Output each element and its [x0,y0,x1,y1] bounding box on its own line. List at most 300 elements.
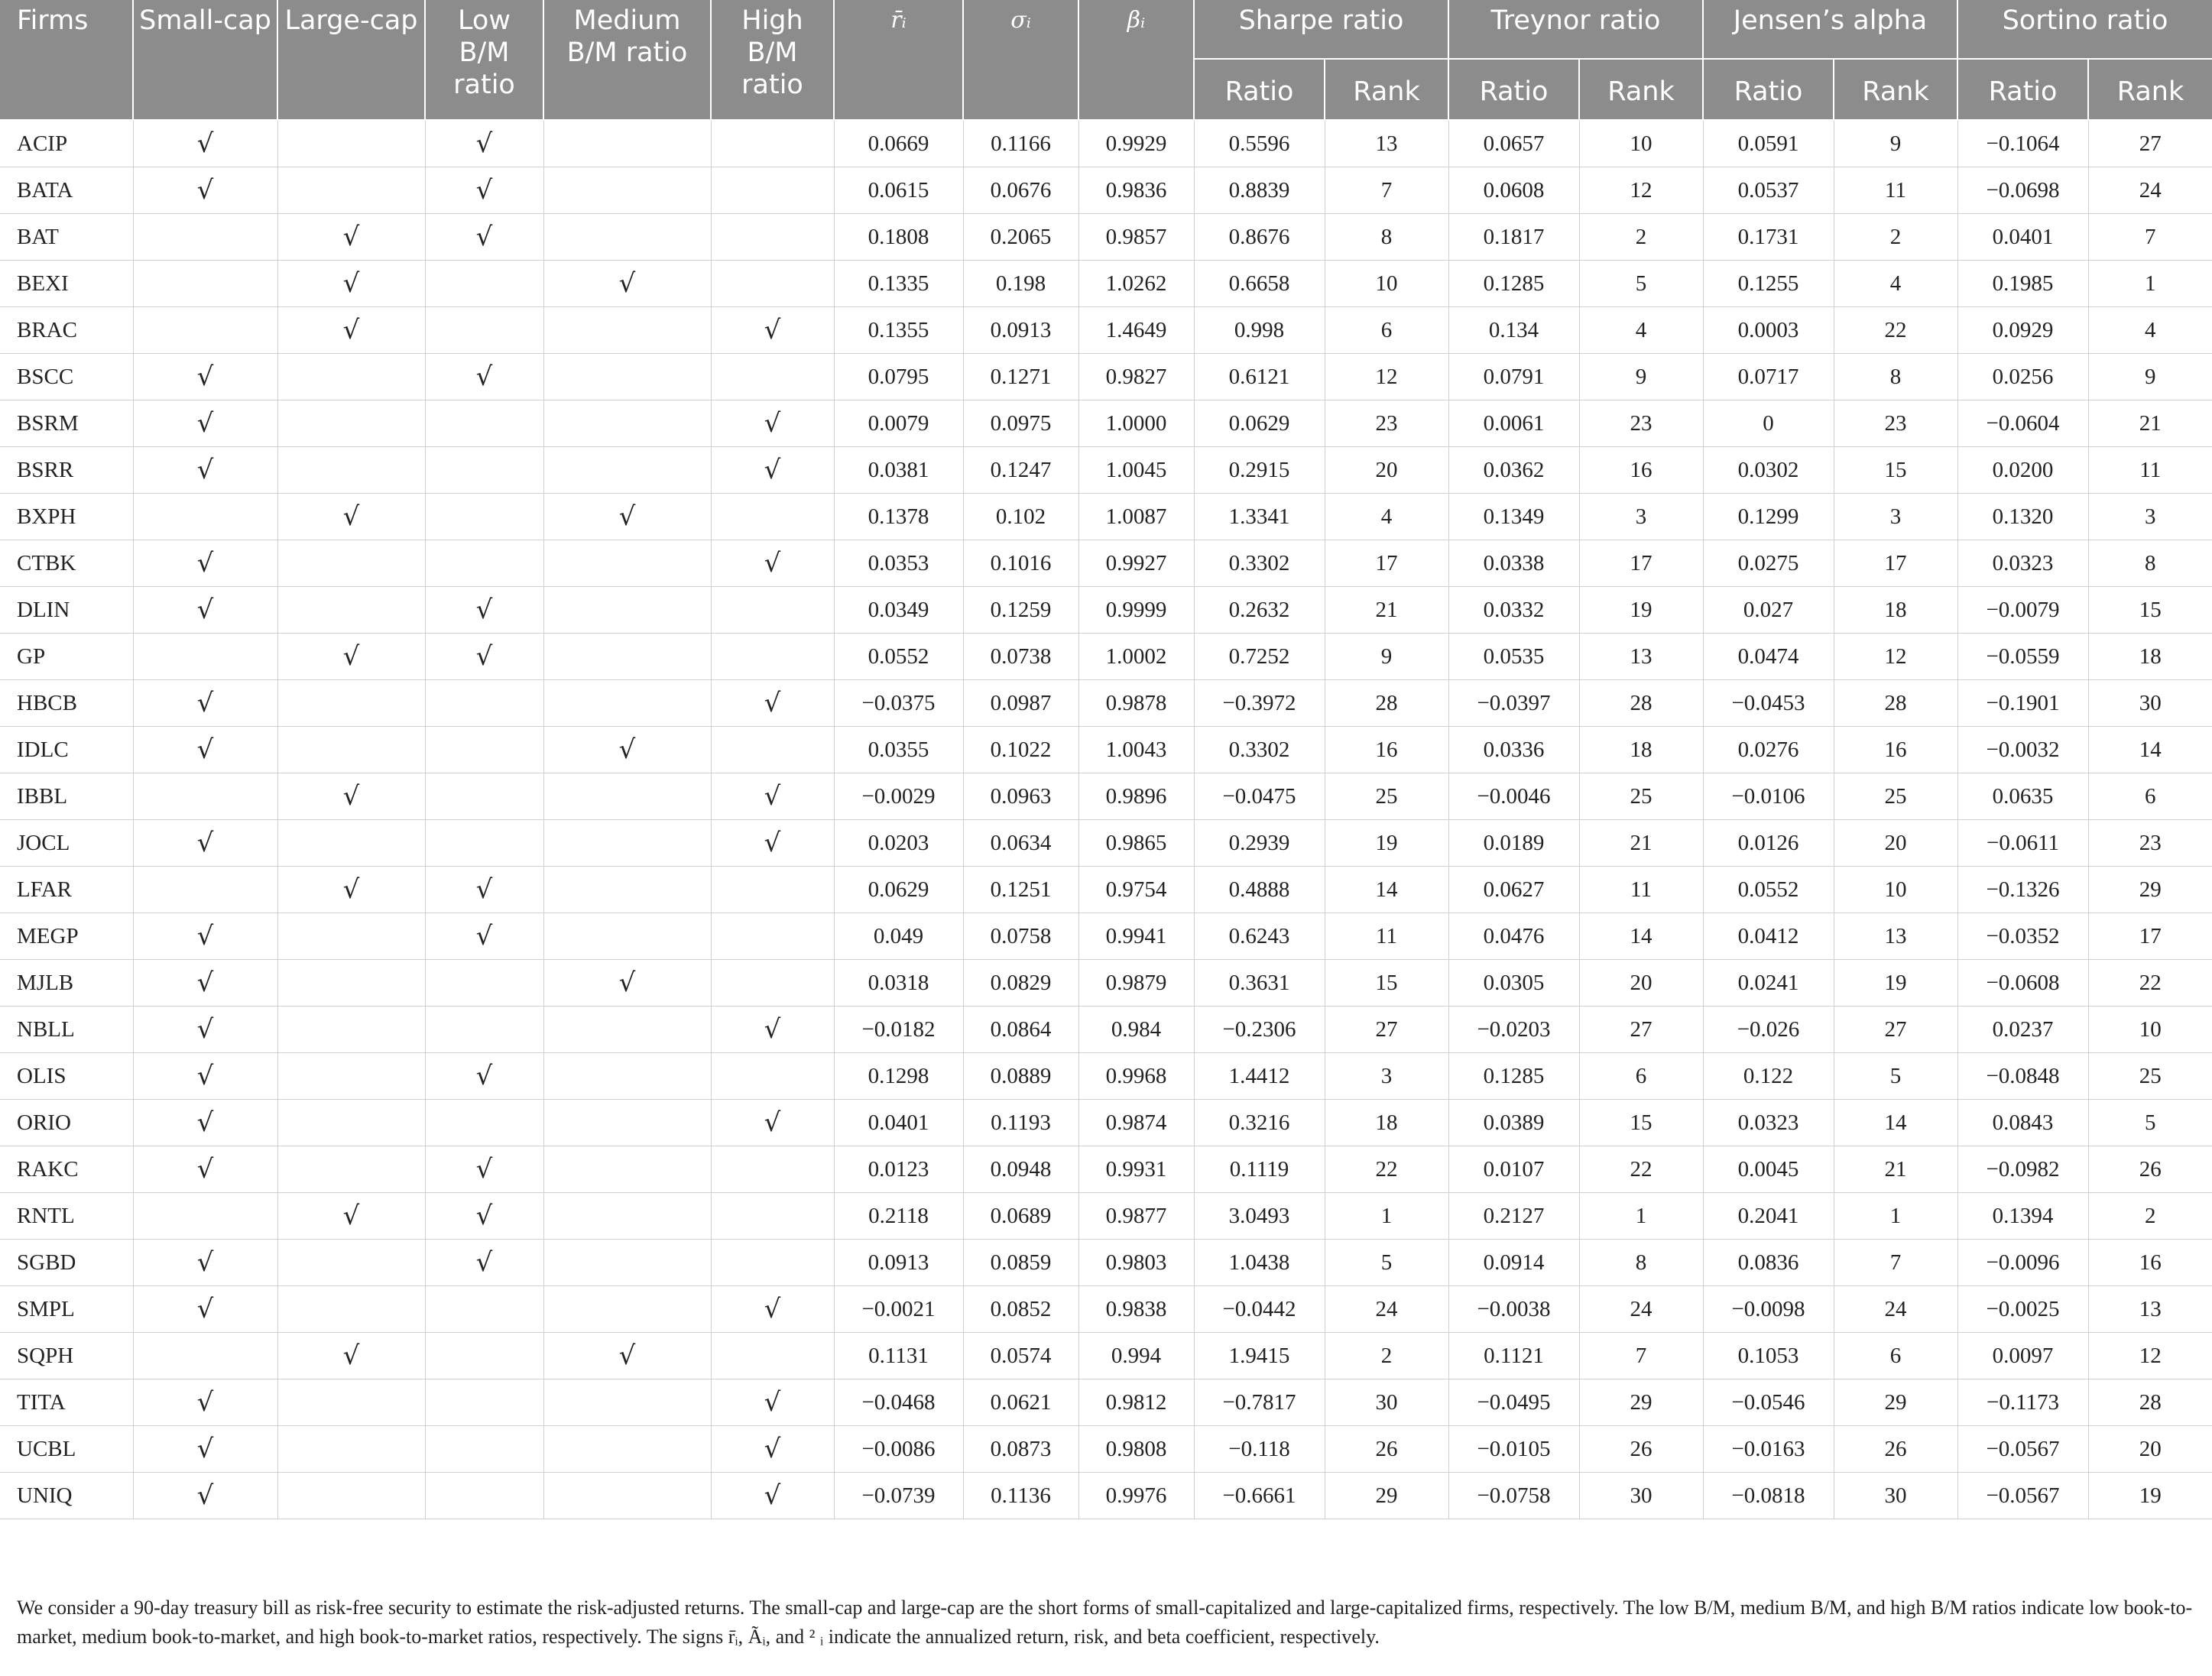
sortino-rank-cell: 25 [2088,1053,2212,1100]
table-row [0,913,2212,960]
treynor-rank-cell: 8 [1579,1240,1703,1286]
jensen-ratio-cell: 0.0474 [1703,634,1834,680]
high-bm-cell: √ [711,1100,834,1146]
sortino-ratio-cell: −0.0698 [1957,167,2088,214]
small-cap-cell [133,214,277,261]
treynor-ratio-cell: 0.1285 [1448,261,1579,307]
sharpe-ratio-cell: 0.6658 [1194,261,1325,307]
sharpe-rank-cell: 28 [1325,680,1448,727]
return-cell: 0.1335 [834,261,963,307]
firm-cell: OLIS [0,1053,133,1100]
sigma-cell: 0.0987 [963,680,1078,727]
treynor-ratio-cell: −0.0203 [1448,1007,1579,1053]
sortino-ratio-cell: −0.0032 [1957,727,2088,773]
medium-bm-cell [543,913,711,960]
return-cell: −0.0086 [834,1426,963,1473]
treynor-ratio-cell: −0.0105 [1448,1426,1579,1473]
treynor-ratio-cell: −0.0495 [1448,1379,1579,1426]
sigma-cell: 0.1247 [963,447,1078,494]
medium-bm-cell [543,1379,711,1426]
sharpe-rank-cell: 2 [1325,1333,1448,1379]
sharpe-rank-cell: 13 [1325,120,1448,167]
low-bm-cell [425,1426,543,1473]
return-cell: 0.1131 [834,1333,963,1379]
beta-cell: 0.994 [1078,1333,1194,1379]
sharpe-ratio-cell: 0.5596 [1194,120,1325,167]
sortino-rank-cell: 16 [2088,1240,2212,1286]
sortino-rank-cell: 13 [2088,1286,2212,1333]
large-cap-cell [277,1007,425,1053]
sortino-ratio-cell: −0.1326 [1957,867,2088,913]
firm-cell: GP [0,634,133,680]
beta-cell: 1.0045 [1078,447,1194,494]
low-bm-cell [425,1100,543,1146]
small-cap-cell: √ [133,167,277,214]
sharpe-rank-cell: 26 [1325,1426,1448,1473]
firm-cell: IBBL [0,773,133,820]
jensen-ratio-cell: 0.0717 [1703,354,1834,400]
firm-cell: ACIP [0,120,133,167]
sigma-cell: 0.1016 [963,540,1078,587]
sharpe-rank-cell: 25 [1325,773,1448,820]
return-cell: 0.1355 [834,307,963,354]
firm-cell: LFAR [0,867,133,913]
jensen-ratio-cell: −0.0546 [1703,1379,1834,1426]
treynor-rank-cell: 13 [1579,634,1703,680]
firm-cell: BEXI [0,261,133,307]
treynor-rank-cell: 23 [1579,400,1703,447]
return-cell: −0.0468 [834,1379,963,1426]
table-row [0,214,2212,261]
sharpe-rank-cell: 15 [1325,960,1448,1007]
sharpe-rank-cell: 16 [1325,727,1448,773]
treynor-ratio-cell: 0.0389 [1448,1100,1579,1146]
treynor-ratio-cell: −0.0758 [1448,1473,1579,1519]
low-bm-cell: √ [425,1240,543,1286]
jensen-rank-cell: 18 [1834,587,1957,634]
small-cap-cell: √ [133,960,277,1007]
large-cap-cell: √ [277,261,425,307]
header-sortino-ratio: Sortino ratio [1957,0,2212,59]
treynor-rank-cell: 4 [1579,307,1703,354]
sigma-cell: 0.1271 [963,354,1078,400]
sortino-ratio-cell: 0.0256 [1957,354,2088,400]
sortino-ratio-cell: 0.0401 [1957,214,2088,261]
table-row [0,1426,2212,1473]
return-cell: −0.0739 [834,1473,963,1519]
large-cap-cell [277,400,425,447]
jensen-rank-cell: 27 [1834,1007,1957,1053]
treynor-ratio-cell: 0.0305 [1448,960,1579,1007]
treynor-ratio-cell: 0.0338 [1448,540,1579,587]
large-cap-cell [277,727,425,773]
sigma-cell: 0.0634 [963,820,1078,867]
treynor-rank-cell: 17 [1579,540,1703,587]
sharpe-ratio-cell: 0.7252 [1194,634,1325,680]
firm-cell: BRAC [0,307,133,354]
treynor-ratio-cell: 0.0362 [1448,447,1579,494]
low-bm-cell [425,1333,543,1379]
treynor-rank-cell: 14 [1579,913,1703,960]
return-cell: 0.1298 [834,1053,963,1100]
jensen-ratio-cell: 0.1255 [1703,261,1834,307]
high-bm-cell [711,727,834,773]
firm-cell: SGBD [0,1240,133,1286]
beta-cell: 0.9877 [1078,1193,1194,1240]
sortino-ratio-cell: 0.0843 [1957,1100,2088,1146]
treynor-rank-cell: 18 [1579,727,1703,773]
jensen-rank-cell: 11 [1834,167,1957,214]
sortino-rank-cell: 8 [2088,540,2212,587]
sharpe-ratio-cell: −0.3972 [1194,680,1325,727]
jensen-ratio-cell: 0.2041 [1703,1193,1834,1240]
low-bm-cell: √ [425,913,543,960]
jensen-ratio-cell: −0.0818 [1703,1473,1834,1519]
sortino-rank-cell: 24 [2088,167,2212,214]
firm-cell: SMPL [0,1286,133,1333]
firm-cell: HBCB [0,680,133,727]
sharpe-ratio-cell: 0.3302 [1194,540,1325,587]
table-row [0,1286,2212,1333]
sortino-ratio-cell: 0.1394 [1957,1193,2088,1240]
treynor-rank-cell: 15 [1579,1100,1703,1146]
jensen-rank-cell: 21 [1834,1146,1957,1193]
sortino-ratio-cell: −0.0025 [1957,1286,2088,1333]
sharpe-rank-cell: 20 [1325,447,1448,494]
small-cap-cell: √ [133,1426,277,1473]
sortino-rank-cell: 17 [2088,913,2212,960]
small-cap-cell: √ [133,727,277,773]
treynor-rank-cell: 24 [1579,1286,1703,1333]
sigma-cell: 0.2065 [963,214,1078,261]
return-cell: −0.0021 [834,1286,963,1333]
jensen-ratio-cell: 0.0276 [1703,727,1834,773]
sortino-ratio-cell: −0.0352 [1957,913,2088,960]
sortino-rank-cell: 3 [2088,494,2212,540]
beta-cell: 0.9874 [1078,1100,1194,1146]
sharpe-ratio-cell: 3.0493 [1194,1193,1325,1240]
sharpe-rank-cell: 23 [1325,400,1448,447]
low-bm-cell [425,680,543,727]
large-cap-cell: √ [277,634,425,680]
sigma-cell: 0.0873 [963,1426,1078,1473]
sharpe-rank-cell: 9 [1325,634,1448,680]
firm-cell: TITA [0,1379,133,1426]
firm-cell: RNTL [0,1193,133,1240]
firm-cell: MEGP [0,913,133,960]
jensen-ratio-cell: 0.0412 [1703,913,1834,960]
table-row [0,1100,2212,1146]
beta-cell: 0.9879 [1078,960,1194,1007]
firm-cell: NBLL [0,1007,133,1053]
jensen-ratio-cell: −0.0453 [1703,680,1834,727]
high-bm-cell [711,1053,834,1100]
sortino-rank-cell: 2 [2088,1193,2212,1240]
small-cap-cell [133,867,277,913]
large-cap-cell [277,680,425,727]
treynor-ratio-cell: 0.1121 [1448,1333,1579,1379]
table-row [0,167,2212,214]
sortino-rank-cell: 11 [2088,447,2212,494]
beta-cell: 0.9827 [1078,354,1194,400]
small-cap-cell: √ [133,680,277,727]
table-row [0,680,2212,727]
large-cap-cell [277,354,425,400]
large-cap-cell [277,1286,425,1333]
medium-bm-cell [543,634,711,680]
sharpe-rank-cell: 10 [1325,261,1448,307]
low-bm-cell: √ [425,214,543,261]
beta-cell: 0.9878 [1078,680,1194,727]
sharpe-rank-cell: 8 [1325,214,1448,261]
treynor-ratio-cell: 0.0332 [1448,587,1579,634]
medium-bm-cell [543,1146,711,1193]
high-bm-cell: √ [711,1426,834,1473]
table-header [0,0,2212,120]
jensen-ratio-cell: 0.0126 [1703,820,1834,867]
header-small-cap: Small-cap [133,0,277,120]
low-bm-cell [425,727,543,773]
sortino-ratio-cell: −0.0608 [1957,960,2088,1007]
sortino-ratio-cell: −0.0079 [1957,587,2088,634]
jensen-rank-cell: 1 [1834,1193,1957,1240]
small-cap-cell: √ [133,447,277,494]
sigma-cell: 0.0948 [963,1146,1078,1193]
sigma-cell: 0.0963 [963,773,1078,820]
table-row [0,1193,2212,1240]
high-bm-cell [711,214,834,261]
high-bm-cell [711,1240,834,1286]
table-row [0,307,2212,354]
sortino-ratio-cell: −0.0567 [1957,1426,2088,1473]
sortino-ratio-cell: −0.1173 [1957,1379,2088,1426]
header-large-cap: Large-cap [277,0,425,120]
treynor-rank-cell: 6 [1579,1053,1703,1100]
high-bm-cell: √ [711,400,834,447]
jensen-rank-cell: 16 [1834,727,1957,773]
sharpe-ratio-cell: 0.1119 [1194,1146,1325,1193]
table-row [0,120,2212,167]
medium-bm-cell [543,1240,711,1286]
jensen-rank-cell: 28 [1834,680,1957,727]
high-bm-cell [711,634,834,680]
subheader-sharpe-ratio: Ratio [1194,59,1325,120]
high-bm-cell [711,1333,834,1379]
firm-cell: BAT [0,214,133,261]
jensen-ratio-cell: 0.0302 [1703,447,1834,494]
sortino-rank-cell: 18 [2088,634,2212,680]
header-sigma: σᵢ [963,0,1078,120]
low-bm-cell [425,1007,543,1053]
jensen-rank-cell: 3 [1834,494,1957,540]
table-row [0,494,2212,540]
low-bm-cell [425,1286,543,1333]
table-row [0,727,2212,773]
return-cell: 0.0318 [834,960,963,1007]
sortino-rank-cell: 23 [2088,820,2212,867]
sortino-rank-cell: 20 [2088,1426,2212,1473]
beta-cell: 0.9838 [1078,1286,1194,1333]
sharpe-ratio-cell: 0.6121 [1194,354,1325,400]
jensen-rank-cell: 7 [1834,1240,1957,1286]
sigma-cell: 0.0852 [963,1286,1078,1333]
high-bm-cell [711,913,834,960]
sharpe-rank-cell: 27 [1325,1007,1448,1053]
firm-cell: IDLC [0,727,133,773]
small-cap-cell [133,1193,277,1240]
sharpe-ratio-cell: 0.4888 [1194,867,1325,913]
low-bm-cell [425,820,543,867]
jensen-rank-cell: 6 [1834,1333,1957,1379]
high-bm-cell [711,494,834,540]
subheader-sharpe-rank: Rank [1325,59,1448,120]
firm-cell: BSRR [0,447,133,494]
large-cap-cell [277,587,425,634]
low-bm-cell [425,400,543,447]
treynor-ratio-cell: 0.0657 [1448,120,1579,167]
firm-cell: UNIQ [0,1473,133,1519]
table-row [0,634,2212,680]
low-bm-cell [425,494,543,540]
beta-cell: 1.0000 [1078,400,1194,447]
jensen-ratio-cell: 0.0537 [1703,167,1834,214]
medium-bm-cell [543,354,711,400]
high-bm-cell [711,120,834,167]
sortino-ratio-cell: 0.0237 [1957,1007,2088,1053]
medium-bm-cell [543,1100,711,1146]
table-row [0,1146,2212,1193]
small-cap-cell: √ [133,354,277,400]
sharpe-ratio-cell: 0.3631 [1194,960,1325,1007]
jensen-rank-cell: 13 [1834,913,1957,960]
treynor-ratio-cell: 0.1817 [1448,214,1579,261]
small-cap-cell [133,494,277,540]
large-cap-cell [277,1426,425,1473]
sharpe-rank-cell: 5 [1325,1240,1448,1286]
table-body [0,120,2212,1519]
treynor-ratio-cell: −0.0038 [1448,1286,1579,1333]
large-cap-cell: √ [277,1193,425,1240]
sortino-rank-cell: 22 [2088,960,2212,1007]
sharpe-rank-cell: 3 [1325,1053,1448,1100]
beta-cell: 0.9929 [1078,120,1194,167]
large-cap-cell [277,960,425,1007]
sharpe-rank-cell: 6 [1325,307,1448,354]
sharpe-ratio-cell: −0.118 [1194,1426,1325,1473]
small-cap-cell: √ [133,1473,277,1519]
sortino-ratio-cell: −0.0096 [1957,1240,2088,1286]
sigma-cell: 0.0676 [963,167,1078,214]
sigma-cell: 0.0864 [963,1007,1078,1053]
firm-cell: BSCC [0,354,133,400]
sortino-ratio-cell: 0.0323 [1957,540,2088,587]
sharpe-rank-cell: 29 [1325,1473,1448,1519]
treynor-rank-cell: 30 [1579,1473,1703,1519]
high-bm-cell [711,354,834,400]
high-bm-cell: √ [711,1473,834,1519]
medium-bm-cell [543,540,711,587]
medium-bm-cell: √ [543,960,711,1007]
jensen-ratio-cell: 0.027 [1703,587,1834,634]
sigma-cell: 0.0913 [963,307,1078,354]
large-cap-cell: √ [277,1333,425,1379]
jensen-rank-cell: 17 [1834,540,1957,587]
medium-bm-cell [543,1053,711,1100]
sortino-rank-cell: 27 [2088,120,2212,167]
jensen-ratio-cell: 0.1053 [1703,1333,1834,1379]
jensen-ratio-cell: 0.0552 [1703,867,1834,913]
treynor-rank-cell: 29 [1579,1379,1703,1426]
subheader-treynor-ratio: Ratio [1448,59,1579,120]
return-cell: −0.0375 [834,680,963,727]
sortino-ratio-cell: 0.1320 [1957,494,2088,540]
treynor-rank-cell: 2 [1579,214,1703,261]
sortino-ratio-cell: −0.0611 [1957,820,2088,867]
firm-cell: SQPH [0,1333,133,1379]
treynor-ratio-cell: 0.0336 [1448,727,1579,773]
treynor-ratio-cell: 0.2127 [1448,1193,1579,1240]
table-row [0,1379,2212,1426]
sortino-ratio-cell: −0.0567 [1957,1473,2088,1519]
return-cell: 0.0381 [834,447,963,494]
header-beta: βᵢ [1078,0,1194,120]
beta-cell: 0.9941 [1078,913,1194,960]
subheader-treynor-rank: Rank [1579,59,1703,120]
table-footnote: We consider a 90-day treasury bill as risk-free security to estimate the risk-adjusted returns. The small-cap and large-cap are the short forms of small-capitalized and large-capitalized firms, respectively. The low B/M, medium B/M, and high B/M ratios indicate low book-to-market, medium book-to-market, and high book-to-market ratios, respectively. The signs r̄ᵢ, Ãᵢ, and ² ᵢ indicate the annualized return, risk, and beta coefficient, respectively. [17,1597,2193,1648]
return-cell: 0.0203 [834,820,963,867]
subheader-sortino-rank: Rank [2088,59,2212,120]
jensen-ratio-cell: 0.122 [1703,1053,1834,1100]
sharpe-ratio-cell: 0.2939 [1194,820,1325,867]
return-cell: 0.0349 [834,587,963,634]
sigma-cell: 0.0829 [963,960,1078,1007]
beta-cell: 0.9927 [1078,540,1194,587]
sortino-ratio-cell: −0.0982 [1957,1146,2088,1193]
table-row [0,354,2212,400]
jensen-ratio-cell: 0.1299 [1703,494,1834,540]
treynor-rank-cell: 19 [1579,587,1703,634]
jensen-ratio-cell: 0.0275 [1703,540,1834,587]
treynor-rank-cell: 10 [1579,120,1703,167]
sortino-rank-cell: 4 [2088,307,2212,354]
treynor-ratio-cell: 0.1349 [1448,494,1579,540]
sortino-rank-cell: 7 [2088,214,2212,261]
sharpe-ratio-cell: 1.0438 [1194,1240,1325,1286]
low-bm-cell: √ [425,1053,543,1100]
return-cell: 0.0355 [834,727,963,773]
jensen-rank-cell: 5 [1834,1053,1957,1100]
medium-bm-cell: √ [543,494,711,540]
low-bm-cell [425,960,543,1007]
sharpe-ratio-cell: 0.2915 [1194,447,1325,494]
high-bm-cell: √ [711,1379,834,1426]
table-row [0,587,2212,634]
beta-cell: 1.0087 [1078,494,1194,540]
small-cap-cell [133,307,277,354]
jensen-ratio-cell: 0.0591 [1703,120,1834,167]
sharpe-rank-cell: 7 [1325,167,1448,214]
jensen-ratio-cell: 0.0003 [1703,307,1834,354]
sharpe-ratio-cell: 1.4412 [1194,1053,1325,1100]
sharpe-rank-cell: 21 [1325,587,1448,634]
header-medium-bm: Medium B/M ratio [543,0,711,120]
treynor-rank-cell: 9 [1579,354,1703,400]
sortino-rank-cell: 15 [2088,587,2212,634]
sortino-rank-cell: 5 [2088,1100,2212,1146]
sigma-cell: 0.1259 [963,587,1078,634]
table-row [0,400,2212,447]
beta-cell: 0.9931 [1078,1146,1194,1193]
